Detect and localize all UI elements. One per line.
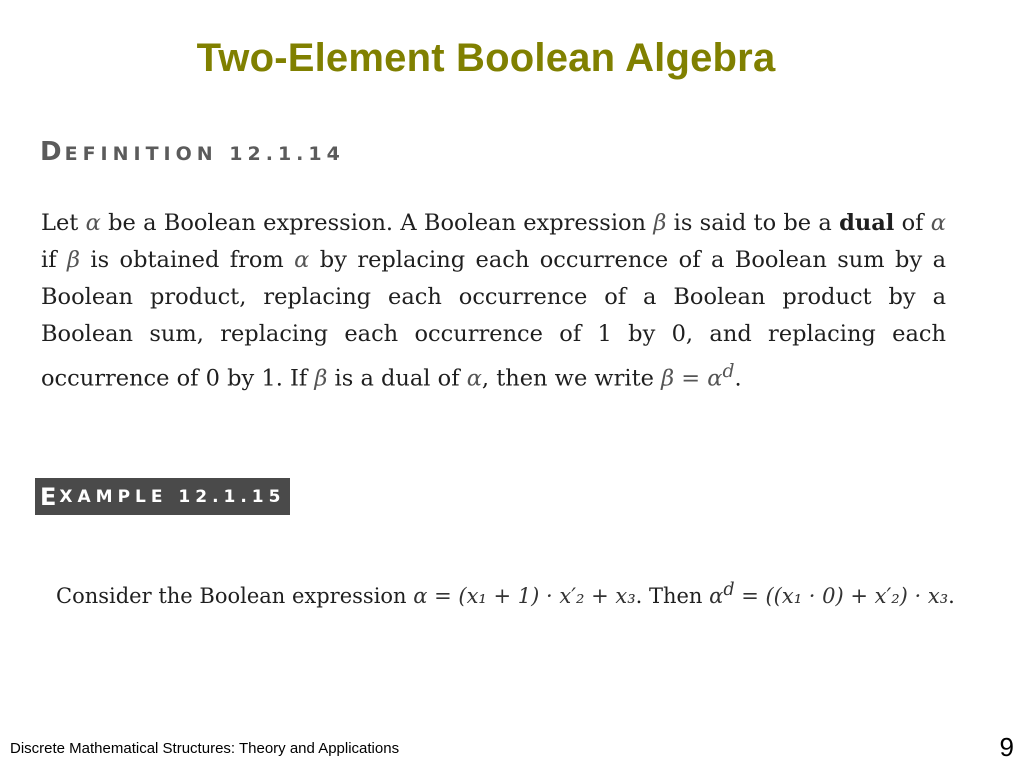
definition-text-part: if [41, 247, 67, 273]
definition-text-part: of [894, 210, 931, 236]
definition-text-part: is said to be a [666, 210, 840, 236]
alpha-symbol: α [85, 210, 101, 236]
alpha-symbol: α [466, 365, 482, 392]
dual-term: dual [839, 210, 895, 236]
example-text [56, 572, 986, 614]
footer-text: Discrete Mathematical Structures: Theory and Applications [10, 740, 400, 757]
dual-superscript: d [722, 361, 735, 382]
definition-text-part: , then we write [481, 365, 662, 392]
definition-text-part: . [734, 365, 742, 392]
dual-lhs: α [709, 584, 724, 608]
example-text-part: . Then [635, 584, 710, 608]
definition-text-part: Let [41, 210, 86, 236]
alpha-symbol: α [930, 210, 946, 236]
definition-heading-initial: D [40, 137, 65, 167]
dual-superscript: d [723, 580, 735, 600]
example-heading-rest: XAMPLE 12.1.15 [59, 486, 286, 507]
example-text-part: . [948, 584, 955, 608]
page-number: 9 [999, 732, 1014, 762]
definition-text [41, 205, 946, 398]
beta-symbol: β [66, 247, 80, 273]
example-heading [35, 478, 290, 515]
alpha-symbol: α [294, 247, 310, 273]
definition-heading-rest: EFINITION 12.1.14 [64, 143, 345, 165]
example-heading-initial: E [40, 482, 60, 511]
definition-text-part: is obtained from [79, 247, 295, 273]
dual-formula: β = α [661, 365, 723, 392]
alpha-expression: α = (x₁ + 1) · x′₂ + x₃ [413, 584, 636, 608]
definition-text-part: be a Boolean expression. A Boolean expression [100, 210, 654, 236]
slide-title: Two-Element Boolean Algebra [196, 36, 776, 80]
definition-text-part: is a dual of [327, 365, 467, 392]
definition-heading [40, 137, 345, 167]
beta-symbol: β [653, 210, 667, 236]
definition-text-part: by replacing each occurrence of a Boolean sum by a Boolean product, replacing each occurrence of a Boolean product by a Boolean sum, replacing each occurrence of 1 by 0, and replacing each occurrence of 0 by 1. If [41, 247, 946, 392]
beta-symbol: β [314, 365, 328, 392]
example-text-part: Consider the Boolean expression [56, 584, 414, 608]
dual-expression: = ((x₁ · 0) + x′₂) · x₃ [734, 584, 949, 608]
